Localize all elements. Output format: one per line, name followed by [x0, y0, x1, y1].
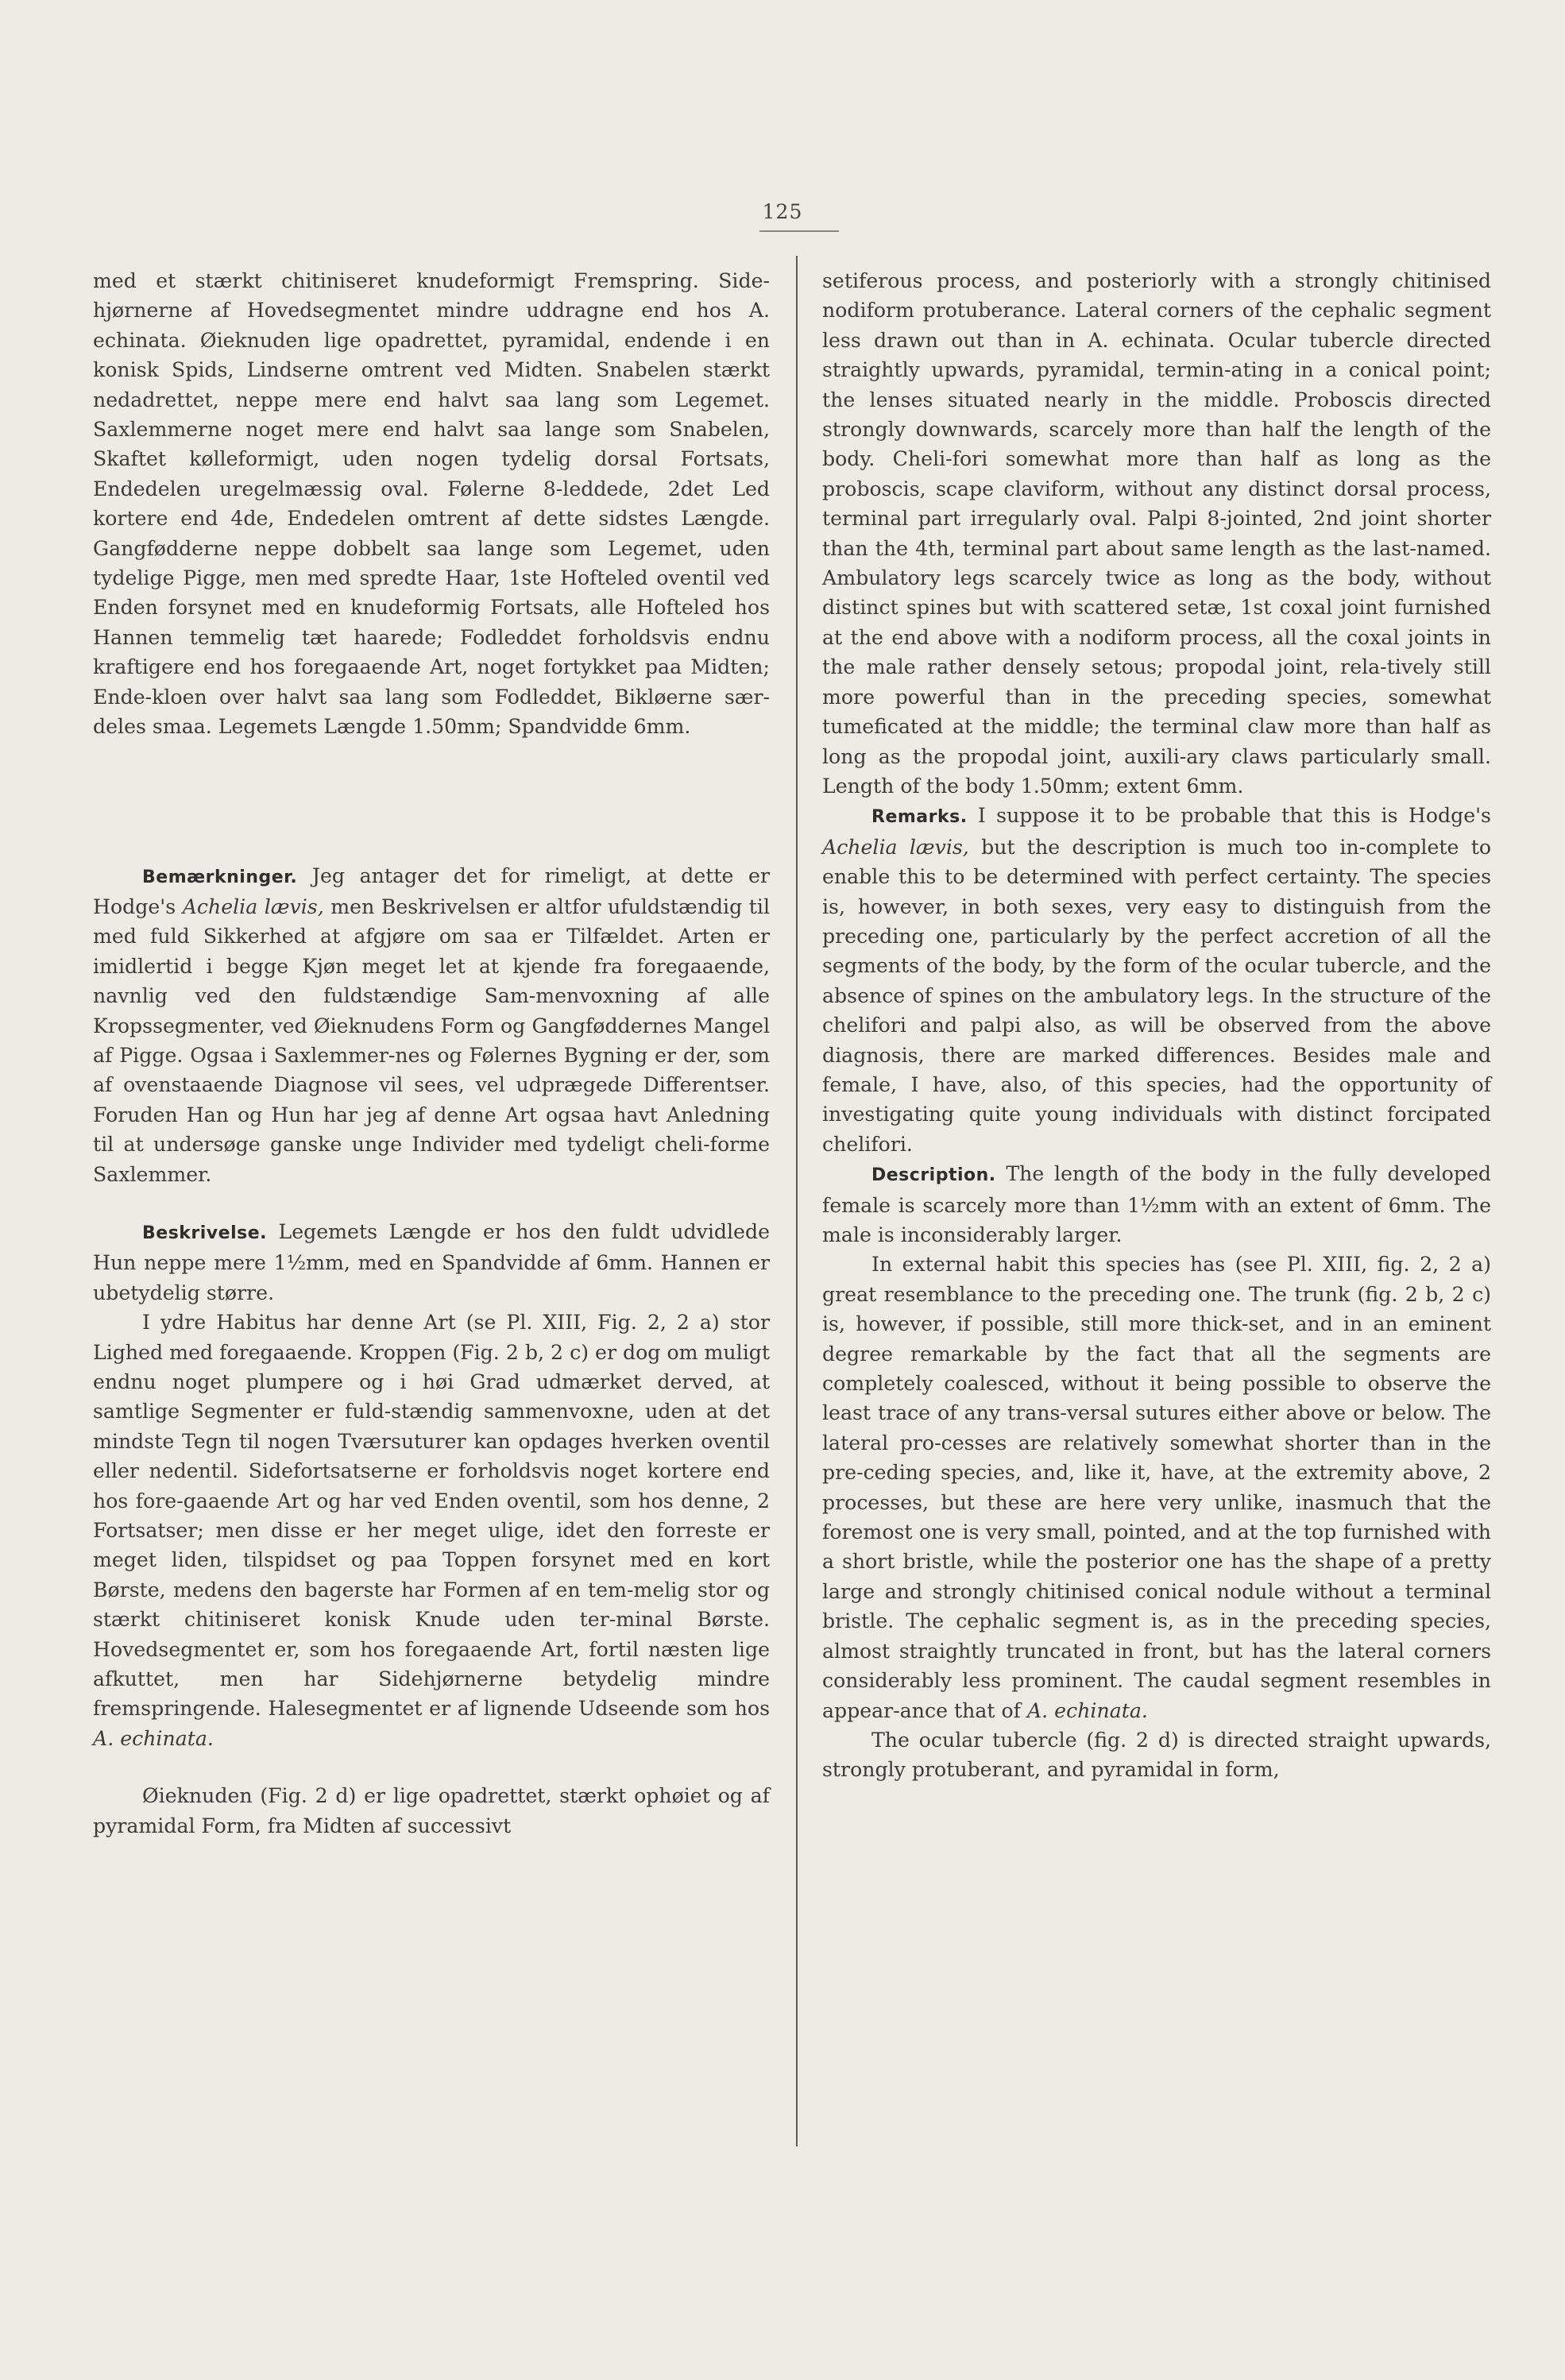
description-paragraph-danish — [93, 1217, 770, 1308]
habit-text: I ydre Habitus har denne Art (se Pl. XIII, Fig. 2, 2 a) stor Lighed med foregaaende. Kroppen (Fig. 2 b, 2 c) er dog om muligt endnu noget plumpere og i høi Grad udmærket derved, at samtlige Segmenter er fuld-stændig sammenvoxne, uden at det mindste Tegn til nogen Tværsuturer kan opdages hverken oventil eller nedentil. Sidefortsatserne er forholdsvis noget kortere end hos fore-gaaende Art og har ved Enden oventil, som hos denne, 2 Fortsatser; men disse er her meget ulige, idet den forreste er meget liden, tilspidset og paa Toppen forsynet med en kort Børste, medens den bagerste har Formen af en tem-melig stor og stærkt chitiniseret konisk Knude uden ter-minal Børste. Hovedsegmentet er, som hos foregaaende Art, fortil næsten lige afkuttet, men har Sidehjørnerne betydelig mindre fremspringende. Halesegmentet er af lignende Udseende som hos — [93, 1311, 770, 1721]
remarks-text-b: men Beskrivelsen er altfor ufuldstændig til med fuld Sikkerhed at afgjøre om saa er Tilfældet. Arten er imidlertid i begge Kjøn meget let at kjende fra foregaaende, navnlig ved den fuldstændige Sam-menvoxning af alle Kropssegmenter, ved Øieknudens Form og Gangføddernes Mangel af Pigge. Ogsaa i Saxlemmer-nes og Følernes Bygning er der, som af ovenstaaende Diagnose vil sees, vel udprægede Differentser. Foruden Han og Hun har jeg af denne Art ogsaa havt Anledning til at undersøge ganske unge Individer med tydeligt cheli-forme Saxlemmer. — [93, 894, 770, 1186]
diagnosis-paragraph-danish: med et stærkt chitiniseret knudeformigt Fremspring. Side-hjørnerne af Hovedsegmentet mindre uddragne end hos A. echinata. Øieknuden lige opadrettet, pyramidal, endende i en konisk Spids, Lindserne omtrent ved Midten. Snabelen stærkt nedadrettet, neppe mere end halvt saa lang som Legemet. Saxlemmerne noget mere end halvt saa lange som Snabelen, Skaftet kølleformigt, uden nogen tydelig dorsal Fortsats, Endedelen uregelmæssig oval. Følerne 8-leddede, 2det Led kortere end 4de, Endedelen omtrent af dette sidstes Længde. Gangfødderne neppe dobbelt saa lange som Legemet, uden tydelige Pigge, men med spredte Haar, 1ste Hofteled oventil ved Enden forsynet med en knudeformig Fortsats, alle Hofteled hos Hannen temmelig tæt haarede; Fodleddet forholdsvis endnu kraftigere end hos foregaaende Art, noget fortykket paa Midten; Ende-kloen over halvt saa lang som Fodleddet, Bikløerne sær-deles smaa. Legemets Længde 1.50mm; Spandvidde 6mm. — [93, 269, 770, 739]
remarks-heading: Bemærkninger. — [142, 867, 298, 887]
description-heading: Description. — [871, 1165, 996, 1186]
habit-paragraph-english — [822, 1250, 1491, 1725]
diagnosis-paragraph-english: setiferous process, and posteriorly with a strongly chitinised nodiform protuberance. Lateral corners of the cephalic segment less drawn out than in A. echinata. Ocular tubercle directed straightly upwards, pyramidal, termin-ating in a conical point; the lenses situated nearly in the middle. Proboscis directed strongly downwards, scarcely more than half the length of the body. Cheli-fori somewhat more than half as long as the proboscis, scape claviform, without any distinct dorsal process, terminal part irregularly oval. Palpi 8-jointed, 2nd joint shorter than the 4th, terminal part about same length as the last-named. Ambulatory legs scarcely twice as long as the body, without distinct spines but with scattered setæ, 1st coxal joint furnished at the end above with a nodiform process, all the coxal joints in the male rather densely setous; propodal joint, rela-tively still more powerful than in the preceding species, somewhat tumeficated at the middle; the terminal claw more than half as long as the propodal joint, auxili-ary claws particularly small. Length of the body 1.50mm; extent 6mm. — [822, 269, 1491, 798]
ocular-paragraph-english: The ocular tubercle (fig. 2 d) is directed straight upwards, strongly protuberant, and pyramidal in form, — [822, 1728, 1491, 1782]
spacer — [93, 1189, 770, 1217]
description-text-a: Legemets Længde er hos den fuldt udvidlede Hun neppe mere 1½mm, med en Spandvidde af 6mm. Hannen er ubetydelig større. — [93, 1219, 770, 1304]
spacer — [93, 742, 770, 861]
description-heading: Beskrivelse. — [142, 1223, 267, 1243]
habit-text: In external habit this species has (see Pl. XIII, fig. 2, 2 a) great resemblance to the preceding one. The trunk (fig. 2 b, 2 c) is, however, if possible, still more thick-set, and in an eminent degree remarkable by the fact that all the segments are completely coalesced, without it being possible to observe the least trace of any trans-versal sutures either above or below. The lateral pro-cesses are relatively somewhat shorter than in the pre-ceding species, and, like it, have, at the extremity above, 2 processes, but these are here very unlike, inasmuch that the foremost one is very small, pointed, and at the top furnished with a short bristle, while the posterior one has the shape of a pretty large and strongly chitinised conical nodule without a terminal bristle. The cephalic segment is, as in the preceding species, almost straightly truncated in front, but has the lateral corners considerably less prominent. The caudal segment resembles in appear-ance that of — [822, 1253, 1491, 1722]
species-name: Achelia lævis, — [182, 894, 324, 918]
habit-paragraph-danish — [93, 1308, 770, 1753]
danish-column — [93, 266, 770, 1841]
english-column — [822, 266, 1491, 1785]
description-paragraph-english — [822, 1159, 1491, 1250]
species-name: A. echinata. — [93, 1726, 214, 1750]
remarks-paragraph-english — [822, 801, 1491, 1159]
remarks-heading: Remarks. — [871, 807, 968, 828]
ocular-paragraph-danish: Øieknuden (Fig. 2 d) er lige opadrettet, stærkt ophøiet og af pyramidal Form, fra Midten af successivt — [93, 1784, 770, 1837]
description-text-a: The length of the body in the fully developed female is scarcely more than 1½mm with an extent of 6mm. The male is inconsiderably larger. — [822, 1162, 1491, 1246]
remarks-text-b: but the description is much too in-complete to enable this to be determined with perfect certainty. The species is, however, in both sexes, very easy to distinguish from the preceding one, particularly by the perfect accretion of all the segments of the body, by the form of the ocular tubercle, and the absence of spines on the ambulatory legs. In the structure of the chelifori and palpi also, as will be observed from the above diagnosis, there are marked differences. Besides male and female, I have, also, of this species, had the opportunity of investigating quite young individuals with distinct forcipated chelifori. — [822, 835, 1492, 1156]
remarks-paragraph-danish — [93, 861, 770, 1189]
page-number: 125 — [762, 200, 803, 223]
species-name: A. echinata. — [1026, 1698, 1148, 1722]
species-name: Achelia lævis, — [822, 835, 969, 859]
column-divider — [796, 256, 798, 2146]
page-number-rule — [759, 230, 839, 232]
remarks-text-a: I suppose it to be probable that this is Hodge's — [977, 804, 1491, 828]
remarks-text-a: Jeg antager det for rimeligt, at dette er Hodge's — [93, 864, 770, 918]
spacer — [93, 1753, 770, 1781]
